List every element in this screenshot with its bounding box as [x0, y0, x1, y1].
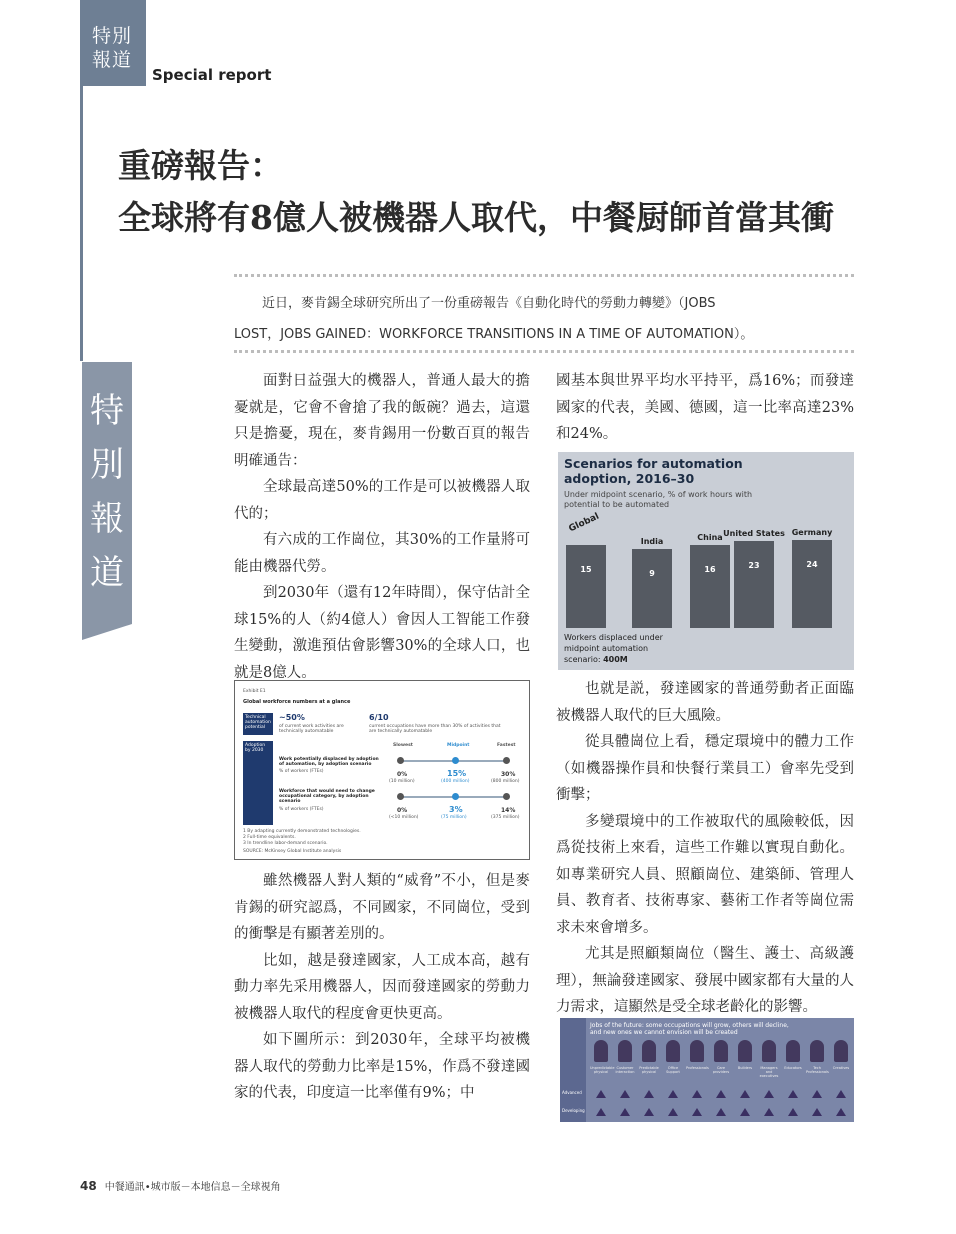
jobs-title-line: Jobs of the future: some occupations will grow, others will decline,	[590, 1022, 789, 1029]
paragraph: 國基本與世界平均水平持平，爲16%；而發達國家的代表，美國、德國，這一比率高達23%和24%。	[556, 373, 854, 442]
trend-triangle-icon	[596, 1090, 606, 1098]
paragraph: 多變環境中的工作被取代的風險較低，因爲從技術上來看，這些工作難以實現自動化。如專業研究人員、照顧崗位、建築師、管理人員、教育者、技術專家、藝術工作者等崗位需求未來會增多。	[556, 813, 854, 936]
exhibit-row1-value1: ~50%	[279, 713, 305, 722]
exhibit-row3-sub: (75 million)	[441, 815, 467, 820]
exhibit-dot-fastest	[503, 793, 510, 800]
trend-triangle-icon	[620, 1090, 630, 1098]
chart-footnote-line	[564, 654, 704, 665]
section-tab-line1: 特別	[92, 25, 133, 47]
worker-figure-icon	[594, 1040, 608, 1062]
jobs-of-the-future-graphic	[560, 1018, 854, 1122]
jobs-row-label: Developing	[562, 1108, 585, 1113]
section-tab	[80, 0, 146, 86]
jobs-title	[590, 1022, 850, 1036]
trend-triangle-icon	[788, 1108, 798, 1116]
chart-footnote-line: Workers displaced under	[564, 633, 663, 642]
chart-data-label: 16	[704, 564, 716, 574]
exhibit-row3-unit: % of workers (FTEs)	[279, 807, 324, 812]
vertical-char: 特	[90, 391, 124, 431]
paragraph: 面對日益强大的機器人，普通人最大的擔憂就是，它會不會搶了我的飯碗？過去，這還只是擔憂，現在，麥肯錫用一份數百頁的報告明確通告：	[234, 373, 530, 469]
exhibit-row2-val-slowest: 0%	[397, 771, 408, 778]
exhibit-dot-fastest	[503, 757, 510, 764]
exhibit-note: 3 In trendline labor-demand scenario.	[243, 841, 328, 846]
worker-figure-icon	[810, 1040, 824, 1062]
column-1-top	[234, 368, 530, 686]
title-line-1: 重磅報告：	[118, 146, 283, 185]
chart-footnote-line: midpoint automation	[564, 644, 649, 653]
chart-category-label: Germany	[791, 528, 833, 537]
vertical-char: 道	[90, 553, 124, 593]
exhibit-row2-sub: (10 million)	[389, 779, 415, 784]
chart-category-label: India	[640, 537, 664, 546]
paragraph: 也就是説，發達國家的普通勞動者正面臨被機器人取代的巨大風險。	[556, 681, 854, 724]
automation-scenario-chart	[558, 452, 854, 670]
worker-figure-icon	[618, 1040, 632, 1062]
dotted-divider	[234, 350, 854, 353]
exhibit-source: SOURCE: McKinsey Global Institute analysis	[243, 849, 342, 854]
exhibit-dot-midpoint	[452, 793, 459, 800]
exhibit-row2-val-midpoint: 15%	[447, 769, 467, 778]
footer-text: 中餐通訊•城市版－本地信息－全球視角	[104, 1182, 281, 1193]
title-line-2: 全球將有8億人被機器人取代，中餐厨師首當其衝	[118, 198, 834, 237]
page-footer	[80, 1178, 281, 1193]
paragraph: 到2030年（還有12年時間），保守估計全球15%的人（約4億人）會因人工智能工作發生變動，激進預估會影響30%的全球人口，也就是8億人。	[234, 585, 530, 681]
trend-triangle-icon	[740, 1090, 750, 1098]
jobs-category-label: Unpredictable physical	[590, 1066, 615, 1074]
worker-figure-icon	[738, 1040, 752, 1062]
exhibit-row3-val-midpoint: 3%	[449, 805, 463, 814]
trend-triangle-icon	[764, 1090, 774, 1098]
vertical-char: 報	[90, 499, 124, 539]
exhibit-row3-sub: (<10 million)	[389, 815, 419, 820]
trend-triangle-icon	[644, 1108, 654, 1116]
worker-figure-icon	[762, 1040, 776, 1062]
chart-bar	[792, 540, 832, 628]
chart-footnote	[564, 632, 704, 665]
trend-triangle-icon	[788, 1090, 798, 1098]
exhibit-col-fastest: Fastest	[497, 743, 516, 748]
jobs-category-label: Creatives	[832, 1066, 850, 1070]
paragraph: 有六成的工作崗位，其30%的工作量將可能由機器代勞。	[234, 532, 530, 575]
trend-triangle-icon	[668, 1108, 678, 1116]
chart-data-label: 23	[748, 560, 760, 570]
jobs-side-band	[560, 1018, 586, 1122]
column-2-bottom	[556, 676, 854, 1021]
section-tab-line2: 報道	[92, 49, 133, 71]
trend-triangle-icon	[812, 1090, 822, 1098]
paragraph: 如下圖所示：到2030年，全球平均被機器人取代的勞動力比率是15%，作爲不發達國家的代表，印度這一比率僅有9%；中	[234, 1032, 530, 1101]
trend-triangle-icon	[716, 1090, 726, 1098]
chart-data-label: 15	[580, 565, 592, 575]
trend-triangle-icon	[836, 1108, 846, 1116]
worker-figure-icon	[666, 1040, 680, 1062]
exhibit-col-midpoint: Midpoint	[447, 743, 470, 748]
vertical-char: 別	[90, 445, 124, 485]
exhibit-row1-text1: of current work activities are technically automatable	[279, 724, 344, 734]
left-divider	[80, 86, 83, 361]
chart-bar	[690, 545, 730, 628]
jobs-category-label: Managers and executives	[759, 1066, 779, 1078]
trend-triangle-icon	[596, 1108, 606, 1116]
jobs-title-line: and new ones we cannot envision will be created	[590, 1029, 738, 1036]
jobs-row-label: Advanced	[562, 1090, 582, 1095]
article-title	[118, 140, 834, 244]
trend-triangle-icon	[668, 1090, 678, 1098]
chart-category-label: China	[697, 532, 723, 542]
jobs-category-label: Office Support	[666, 1066, 680, 1074]
exhibit-row1-value2: 6/10	[369, 713, 389, 722]
lead-paragraph	[234, 288, 854, 350]
trend-triangle-icon	[692, 1108, 702, 1116]
paragraph: 比如，越是發達國家，人工成本高，越有動力率先采用機器人，因而發達國家的勞動力被機器人取代的程度會更快更高。	[234, 952, 530, 1022]
dotted-divider	[234, 274, 854, 277]
exhibit-row2-val-fastest: 30%	[501, 771, 516, 778]
chart-footnote-prefix: scenario:	[564, 655, 601, 664]
chart-data-label: 9	[649, 569, 655, 578]
jobs-category-label: Educators	[784, 1066, 802, 1070]
paragraph: 全球最高達50%的工作是可以被機器人取代的；	[234, 479, 530, 522]
vertical-section-tab	[82, 362, 132, 624]
worker-figure-icon	[834, 1040, 848, 1062]
exhibit-dot-slowest	[397, 793, 404, 800]
chart-subtitle: Under midpoint scenario, % of work hours with potential to be automated	[564, 490, 753, 509]
chart-bar	[566, 545, 606, 628]
trend-triangle-icon	[716, 1108, 726, 1116]
exhibit-row3-sub: (375 million)	[491, 815, 520, 820]
jobs-category-label: Customer interaction	[615, 1066, 635, 1074]
exhibit-row1-text2: current occupations have more than 30% of activities that are technically automatable	[369, 724, 501, 734]
chart-title: Scenarios for automation adoption, 2016–30	[564, 456, 743, 486]
trend-triangle-icon	[740, 1108, 750, 1116]
worker-figure-icon	[690, 1040, 704, 1062]
paragraph: 雖然機器人對人類的“威脅”不小，但是麥肯錫的研究認爲，不同國家，不同崗位，受到的衝擊是有顯著差別的。	[234, 873, 530, 942]
exhibit-title: Global workforce numbers at a glance	[243, 699, 351, 705]
exhibit-row2-sub: (800 million)	[491, 779, 520, 784]
trend-triangle-icon	[644, 1090, 654, 1098]
exhibit-note: 2 Full-time equivalents.	[243, 835, 296, 840]
exhibit-note: 1 By adapting currently demonstrated technologies.	[243, 829, 361, 834]
chart-bar	[734, 541, 774, 628]
paragraph: 尤其是照顧類崗位（醫生、護士、高級護理），無論發達國家、發展中國家都有大量的人力需求，這顯然是受全球老齡化的影響。	[556, 946, 854, 1015]
column-2-top	[556, 368, 854, 448]
column-1-bottom	[234, 868, 530, 1107]
exhibit-row2-desc: Work potentially displaced by adoption of automation, by adoption scenario	[279, 757, 379, 767]
trend-triangle-icon	[764, 1108, 774, 1116]
paragraph: 從具體崗位上看，穩定環境中的體力工作（如機器操作員和快餐行業員工）會率先受到衝擊；	[556, 734, 854, 803]
chart-bar	[632, 549, 672, 628]
lead-line-1: 近日，麥肯錫全球研究所出了一份重磅報告《自動化時代的勞動力轉變》（JOBS	[262, 296, 716, 311]
exhibit-row2-sub: (400 million)	[441, 779, 470, 784]
exhibit-dot-slowest	[397, 757, 404, 764]
jobs-category-label: Professionals	[686, 1066, 709, 1070]
trend-triangle-icon	[836, 1090, 846, 1098]
worker-figure-icon	[786, 1040, 800, 1062]
exhibit-dot-midpoint	[452, 757, 459, 764]
trend-triangle-icon	[620, 1108, 630, 1116]
exhibit-row3-val-fastest: 14%	[501, 807, 516, 814]
exhibit-figure	[234, 680, 530, 860]
lead-line-2: LOST，JOBS GAINED：WORKFORCE TRANSITIONS IN A TIME OF AUTOMATION）。	[234, 327, 754, 342]
trend-triangle-icon	[692, 1090, 702, 1098]
exhibit-row3-val-slowest: 0%	[397, 807, 408, 814]
section-label-en: Special report	[152, 66, 272, 84]
exhibit-col-slowest: Slowest	[393, 743, 413, 748]
worker-figure-icon	[714, 1040, 728, 1062]
chart-category-label: Global	[567, 511, 601, 535]
jobs-category-label: Tech Professionals	[806, 1066, 829, 1074]
exhibit-label: Exhibit E1	[243, 689, 266, 694]
exhibit-row3-desc: Workforce that would need to change occupational category, by adoption scenario	[279, 789, 375, 804]
exhibit-row2-label: Adoption by 2030	[243, 741, 273, 825]
exhibit-row1-label: Technical automation potential	[243, 713, 273, 735]
worker-figure-icon	[642, 1040, 656, 1062]
chart-data-label: 24	[806, 560, 818, 569]
exhibit-row2-unit: % of workers (FTEs)	[279, 769, 324, 774]
chart-category-label: United States	[723, 528, 785, 538]
chart-footnote-value: 400M	[603, 655, 628, 664]
jobs-category-label: Predictable physical	[639, 1066, 659, 1074]
page-number: 48	[80, 1179, 97, 1193]
jobs-category-label: Builders	[737, 1066, 753, 1070]
trend-triangle-icon	[812, 1108, 822, 1116]
jobs-category-label: Care providers	[712, 1066, 730, 1074]
